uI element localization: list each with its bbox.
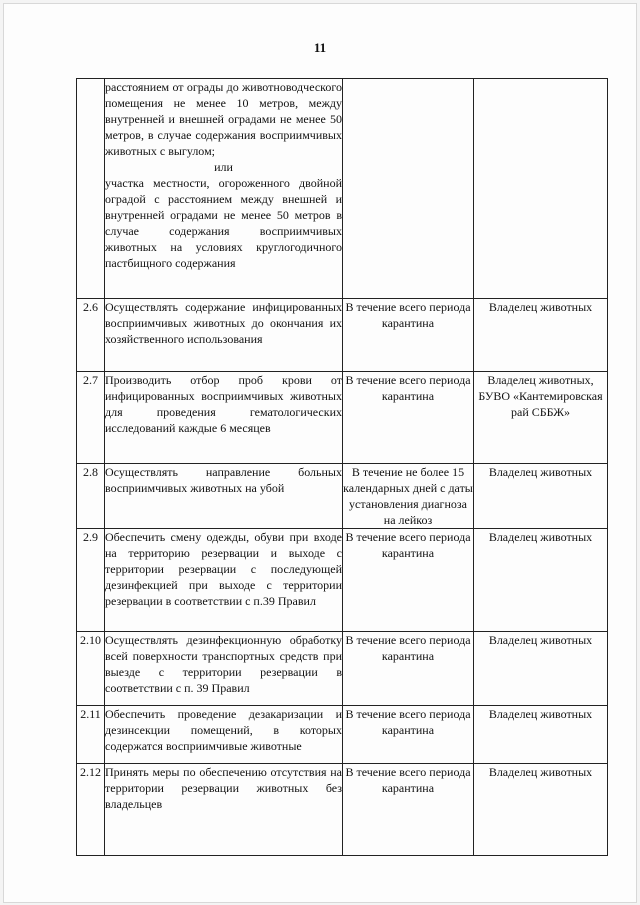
- responsible-text: Владелец животных: [474, 764, 608, 856]
- action-text: Обеспечить проведение дезакаризации и дезинсекции помещений, в которых содержатся восприимчивые животные: [105, 706, 343, 764]
- table-row: [77, 464, 608, 529]
- continuation-text: участка местности, огороженного двойной оградой с расстоянием между внешней и внутренней оградами не менее 50 метров в случае содержания восприимчивых животных на условиях круглогодичного пастбищного содержания: [105, 176, 342, 270]
- continuation-text: расстоянием от ограды до животноводческого помещения не менее 10 метров, между внутренней и внешней оградами не менее 50 метров, в случае содержания восприимчивых животных с выгулом;: [105, 80, 342, 158]
- continuation-or: или: [214, 160, 233, 174]
- term-cell: [343, 79, 474, 299]
- responsible-text: Владелец животных: [474, 464, 608, 529]
- table-row: [77, 372, 608, 464]
- row-number: 2.6: [77, 299, 105, 372]
- action-text: Принять меры по обеспечению отсутствия на территории резервации животных без владельцев: [105, 764, 343, 856]
- action-text: Производить отбор проб крови от инфицированных восприимчивых животных для проведения гематологических исследований каждые 6 месяцев: [105, 372, 343, 464]
- term-text: В течение всего периода карантина: [343, 706, 474, 764]
- responsible-text: Владелец животных: [474, 706, 608, 764]
- term-text: В течение всего периода карантина: [343, 529, 474, 632]
- term-text: В течение не более 15 календарных дней с даты установления диагноза на лейкоз: [343, 465, 473, 527]
- quarantine-measures-table: [76, 78, 608, 856]
- responsible-cell: [474, 79, 608, 299]
- responsible-text: Владелец животных: [474, 299, 608, 372]
- table-row: [77, 299, 608, 372]
- action-text: Осуществлять дезинфекционную обработку всей поверхности транспортных средств при выезде с территории резервации в соответствии с п. 39 Правил: [105, 632, 343, 706]
- action-cell: [105, 79, 343, 299]
- row-number: 2.10: [77, 632, 105, 706]
- table-row: [77, 764, 608, 856]
- row-number: 2.7: [77, 372, 105, 464]
- action-text: Осуществлять содержание инфицированных восприимчивых животных до окончания их хозяйственного использования: [105, 299, 343, 372]
- term-text: В течение всего периода карантина: [343, 299, 474, 372]
- page-number: 11: [313, 40, 327, 55]
- responsible-text: Владелец животных: [474, 529, 608, 632]
- table-row: [77, 79, 608, 299]
- term-text: В течение всего периода карантина: [343, 632, 474, 706]
- term-text: В течение всего периода карантина: [343, 372, 474, 464]
- term-text: В течение всего периода карантина: [343, 764, 474, 856]
- table-row: [77, 706, 608, 764]
- table-row: [77, 529, 608, 632]
- row-number: 2.11: [77, 706, 105, 764]
- table-row: [77, 632, 608, 706]
- row-number: 2.12: [77, 764, 105, 856]
- action-text: Обеспечить смену одежды, обуви при входе на территорию резервации и выходе с территории резервации с последующей дезинфекцией при выходе с территории резервации в соответствии с п.39 Правил: [105, 529, 343, 632]
- responsible-text: Владелец животных, БУВО «Кантемировская рай СББЖ»: [474, 372, 608, 464]
- row-number: 2.9: [77, 529, 105, 632]
- row-number: 2.8: [77, 464, 105, 529]
- action-text: Осуществлять направление больных восприимчивых животных на убой: [105, 464, 343, 529]
- row-number-cell: [77, 79, 105, 299]
- responsible-text: Владелец животных: [474, 632, 608, 706]
